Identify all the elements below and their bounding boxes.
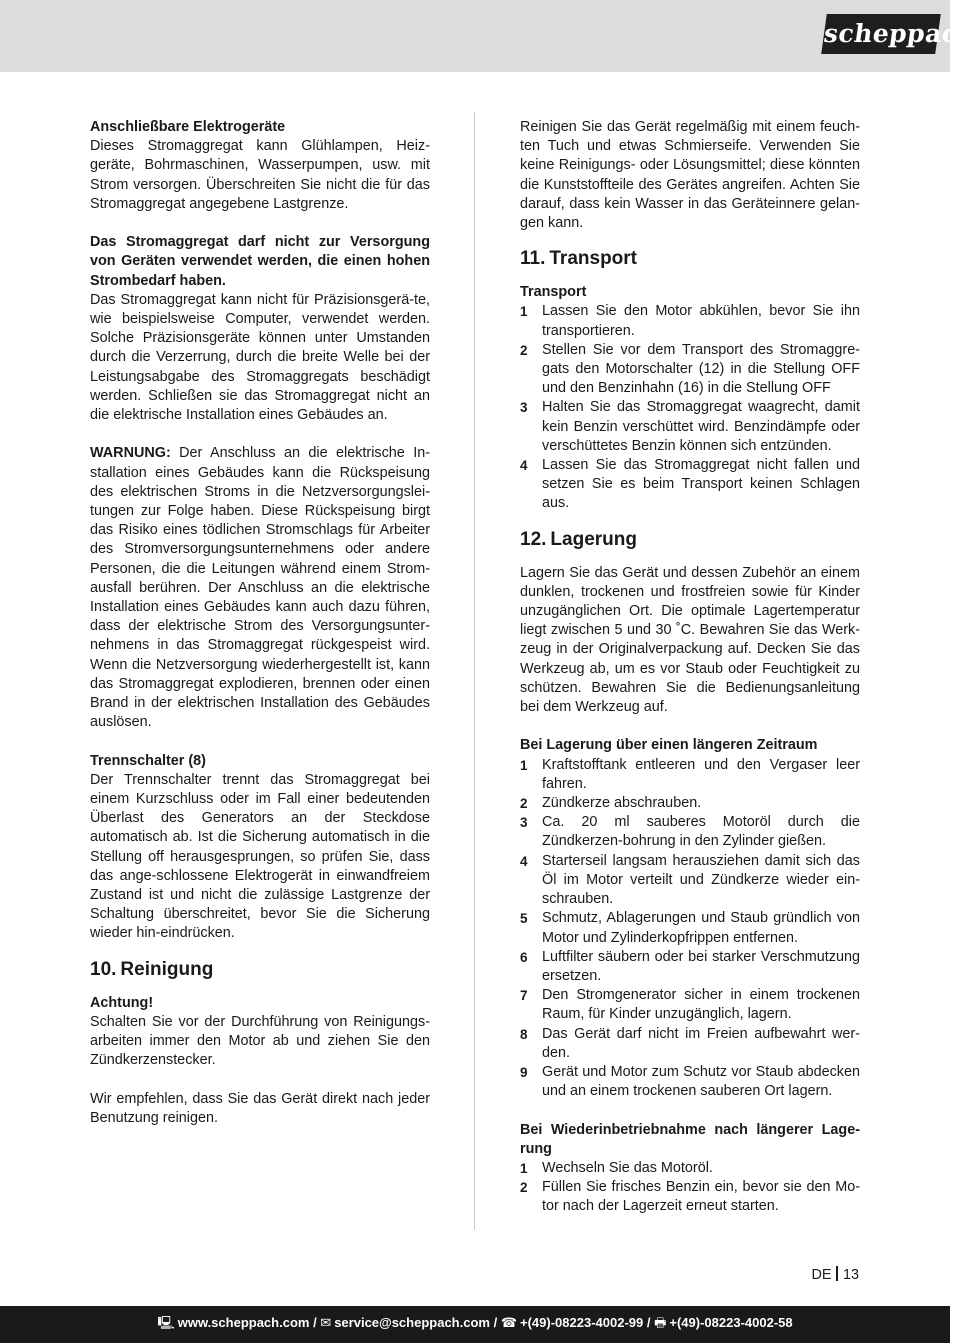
list-item [520, 794, 860, 813]
list-item [520, 302, 860, 340]
step-number: 1 [520, 1160, 528, 1176]
footer-fax: +(49)-08223-4002-58 [669, 1315, 793, 1330]
step-number: 7 [520, 988, 528, 1004]
heading-number: 11. [520, 248, 546, 270]
scheppach-logo: scheppach [821, 14, 941, 54]
bold-notice-strombedarf: Das Stromaggregat darf nicht zur Versorgung von Geräten verwendet werden, die einen hohen Strombedarf haben. [90, 234, 430, 289]
step-number: 5 [520, 911, 528, 927]
heading-text: Reinigung [120, 958, 214, 980]
fax-icon: 🖶 [654, 1315, 667, 1330]
heading-reinigung [90, 958, 430, 982]
heading-text: Lagerung [550, 528, 637, 550]
heading-transport [520, 247, 860, 271]
list-item [520, 1159, 860, 1178]
section-title-transport: Transport [520, 284, 587, 301]
footer-separator: / [643, 1315, 655, 1330]
paragraph-achtung: Schalten Sie vor der Durchführung von Reinigungs-arbeiten immer den Motor ab und ziehen Sie den Zündkerzenstecker. [90, 1013, 430, 1069]
paragraph-empfehlung: Wir empfehlen, dass Sie das Gerät direkt nach jeder Benutzung reinigen. [90, 1090, 430, 1126]
step-text: Zündkerze abschrauben. [542, 795, 702, 812]
heading-number: 12. [520, 528, 547, 550]
footer-phone: +(49)-08223-4002-99 [520, 1315, 644, 1330]
list-item [520, 1178, 860, 1216]
footer-web[interactable]: www.scheppach.com [177, 1315, 310, 1330]
step-text: Wechseln Sie das Motoröl. [542, 1159, 713, 1176]
step-number: 6 [520, 949, 528, 965]
heading-text: Transport [549, 248, 637, 270]
page-number-separator [836, 1266, 838, 1281]
step-text: Füllen Sie frisches Benzin ein, bevor sie den Mo-tor nach der Lagerzeit erneut starten. [542, 1179, 860, 1215]
section-title-anschliessbare: Anschließbare Elektrogeräte [90, 119, 286, 135]
step-number: 9 [520, 1064, 528, 1080]
step-number: 2 [520, 796, 528, 812]
telephone-icon: ☎ [500, 1315, 518, 1330]
envelope-icon: ✉ [320, 1315, 332, 1330]
list-item [520, 852, 860, 910]
paragraph-lagerung: Lagern Sie das Gerät und dessen Zubehör an einem dunklen, trockenen und frostfreien sowie für Kinder unzugänglichen Ort. Die optimale Lagertemperatur liegt zwischen 5 und 30 ˚C. Bewahren Sie das Werk-zeug in der Originalverpackung auf. Decken Sie das Werkzeug ab, um es vor Staub oder Feuchtigkeit zu schützen. Bewahren Sie die Bedienungsanleitung bei dem Werkzeug auf. [520, 564, 860, 716]
heading-lagerung [520, 528, 860, 552]
step-text: Lassen Sie den Motor abkühlen, bevor Sie ihn transportieren. [542, 303, 860, 339]
right-column [520, 118, 860, 1217]
step-text: Lassen Sie das Stromaggregat nicht fallen und setzen Sie es beim Transport keinen Schlagen aus. [542, 457, 860, 512]
footer-mail[interactable]: service@scheppach.com [334, 1315, 490, 1330]
restart-steps [520, 1159, 860, 1217]
list-item [520, 456, 860, 514]
step-text: Luftfilter säubern oder bei starker Verschmutzung ersetzen. [542, 948, 860, 984]
step-text: Stellen Sie vor dem Transport des Stromaggre-gats den Motorschalter (12) in die Stellung OFF und den Benzinhahn (16) in die Stellung OFF [542, 341, 860, 397]
page-language: DE [811, 1267, 832, 1283]
step-text: Gerät und Motor zum Schutz vor Staub abdecken und an einem trockenen sauberen Ort lagern. [542, 1063, 860, 1100]
step-number: 3 [520, 400, 528, 416]
step-number: 3 [520, 815, 528, 831]
transport-steps [520, 302, 860, 513]
footer-bar [0, 1306, 950, 1343]
step-number: 8 [520, 1026, 528, 1042]
footer-separator: / [489, 1315, 501, 1330]
list-item [520, 909, 860, 947]
step-text: Starterseil langsam herausziehen damit sich das Öl im Motor verteilt und Zündkerze wieder ein-schrauben. [542, 852, 860, 908]
step-number: 1 [520, 304, 528, 320]
section-title-achtung: Achtung! [90, 994, 154, 1011]
paragraph-praezisionsgeraete: Das Stromaggregat kann nicht für Präzisionsgerä-te, wie beispielsweise Computer, verwendet werden. Solche Präzisionsgeräte können unter Umstanden durch die Verzerrung, durch die breite Welle bei der Leistungsabgabe des Stromaggregats beschädigt werden. Schließen sie das Stromaggregat nicht an die elektrische Installation eines Gebäudes an. [90, 291, 430, 424]
section-title-laengerer-zeitraum: Bei Lagerung über einen längeren Zeitraum [520, 737, 818, 754]
computer-icon: 🖳 [157, 1315, 175, 1330]
long-storage-steps [520, 756, 860, 1102]
list-item [520, 813, 860, 851]
heading-number: 10. [90, 958, 117, 980]
list-item [520, 398, 860, 456]
step-text: Den Stromgenerator sicher in einem trockenen Raum, für Kinder unzugänglich, lagern. [542, 987, 860, 1023]
footer-separator: / [309, 1315, 321, 1330]
step-number: 1 [520, 757, 528, 773]
page-number [811, 1266, 859, 1283]
section-title-wiederinbetriebnahme: Bei Wiederinbetriebnahme nach längerer Lage-rung [520, 1121, 860, 1157]
list-item [520, 1025, 860, 1063]
step-number: 4 [520, 853, 528, 869]
warning-label: WARNUNG: [90, 445, 171, 462]
list-item [520, 948, 860, 986]
step-number: 4 [520, 458, 528, 474]
step-text: Ca. 20 ml sauberes Motoröl durch die Zündkerzen-bohrung in den Zylinder gießen. [542, 814, 860, 850]
step-text: Schmutz, Ablagerungen und Staub gründlich von Motor und Zylinderkopfrippen entfernen. [542, 910, 860, 946]
page-number-value: 13 [842, 1267, 859, 1283]
list-item [520, 1063, 860, 1101]
step-text: Kraftstofftank entleeren und den Vergaser leer fahren. [542, 756, 860, 792]
step-number: 2 [520, 342, 528, 358]
header-bar [0, 0, 979, 72]
paragraph-anschliessbare: Dieses Stromaggregat kann Glühlampen, Heiz-geräte, Bohrmaschinen, Wasserpumpen, usw. mit Strom versorgen. Überschreiten Sie nicht die für das Stromaggregat angegebene Lastgrenze. [90, 138, 430, 212]
step-number: 2 [520, 1180, 528, 1196]
paragraph-reinigen: Reinigen Sie das Gerät regelmäßig mit einem feuch-ten Tuch und etwas Schmierseife. Verwenden Sie keine Reinigungs- oder Lösungsmittel; diese könnten die Kunststoffteile des Gerätes angreifen. Achten Sie darauf, dass kein Wasser in das Geräteinnere gelan-gen kann. [520, 119, 860, 232]
step-text: Das Gerät darf nicht im Freien aufbewahrt wer-den. [542, 1025, 860, 1061]
warning-text: Der Anschluss an die elektrische In-stallation eines Gebäudes kann die Rückspeisung des elektrischen Stroms in die Netzversorgungslei-tungen zur Folge haben. Diese Rückspeisung birgt das Risiko eines tödlichen Stromschlags für Arbeiter des Stromversorgungsunternehmens oder andere Personen, die die Leitungen während einem Strom-ausfall berühren. Der Anschluss an die elektrische Installation eines Gebäudes kann auch dazu führen, dass der elektrische Strom des Versorgungsunter-nehmens in das Stromaggregat rückgespeist wird. Wenn die Netzversorgung wiederhergestellt ist, kann das Stromaggregat explodieren, brennen oder einen Brand in der elektrischen Installation des Gebäudes auslösen. [90, 445, 430, 731]
list-item [520, 986, 860, 1024]
paragraph-trennschalter: Der Trennschalter trennt das Stromaggregat bei einem Kurzschluss oder im Fall einer bedeutenden Überlast des Generators an der Steckdose automatisch ab. Ist die Sicherung automatisch in die Stellung off herausgesprungen, so prüfen Sie, dass das ange-schlossene Elektrogerät in einwandfreiem Zustand ist und nicht die zulässige Lastgrenze der Schaltung überschreitet, bevor Sie die Sicherung wieder hin-eindrücken. [90, 771, 430, 942]
list-item [520, 341, 860, 399]
warning-paragraph [90, 444, 430, 732]
left-column [90, 118, 430, 1128]
section-title-trennschalter: Trennschalter (8) [90, 752, 206, 769]
step-text: Halten Sie das Stromaggregat waagrecht, damit kein Benzin verschüttet wird. Benzindämpfe oder verschüttetes Benzin können sich entzünden. [542, 399, 860, 454]
list-item [520, 756, 860, 794]
column-divider [474, 112, 475, 1230]
